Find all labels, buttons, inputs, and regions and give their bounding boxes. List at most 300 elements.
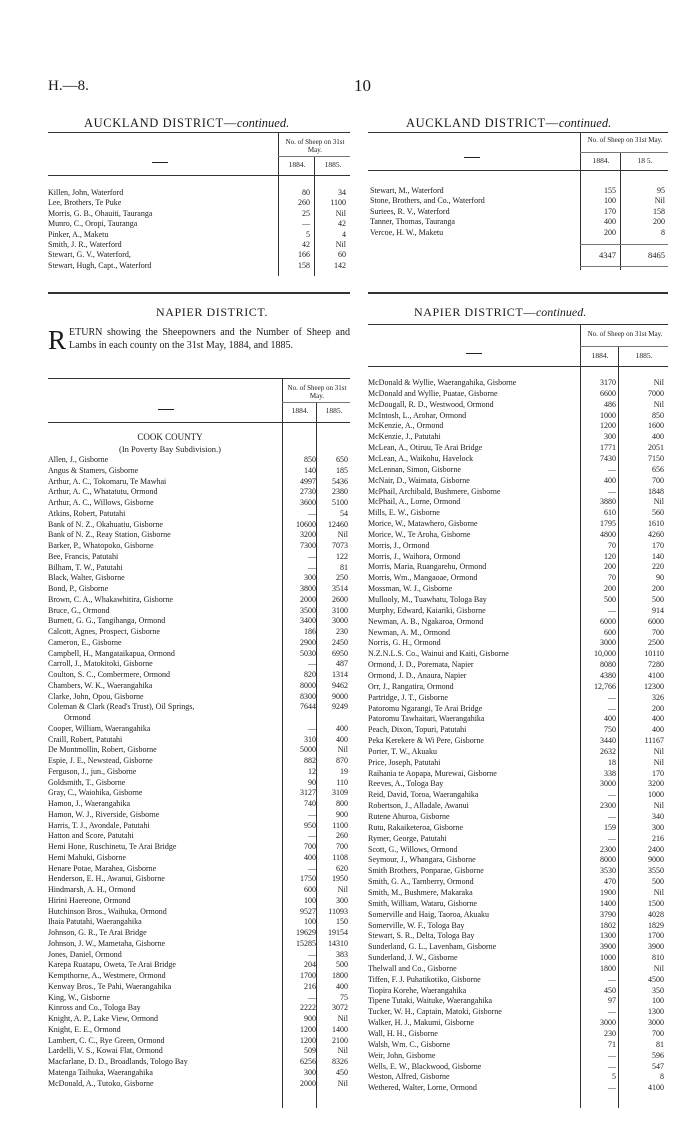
table-row (368, 1062, 668, 1073)
owner-name: Smith, G. A., Tarnberry, Ormond (368, 877, 474, 887)
sheep-1885: Nil (653, 746, 664, 756)
sheep-1884: 1771 (600, 443, 616, 453)
sheep-1885: 216 (652, 833, 664, 843)
owner-name: Ormond, J. D., Poremata, Napier (368, 660, 474, 670)
sheep-1884: 1802 (600, 920, 616, 930)
table-row (368, 649, 668, 660)
owner-name: Hemi Mahuki, Gisborne (48, 852, 126, 862)
owner-name: Somerville and Haig, Taoroa, Akuaku (368, 909, 490, 919)
sheep-1885: 4028 (648, 909, 664, 919)
sheep-1884: 90 (308, 777, 316, 787)
owner-name: Robertson, J., Alladale, Awanui (368, 801, 469, 811)
owner-name: Porter, T. W., Akuaku (368, 746, 437, 756)
table-row (48, 950, 350, 961)
sheep-1884: 450 (604, 985, 616, 995)
sheep-1884: 3400 (300, 616, 316, 626)
owner-name: Smith, William, Wataru, Gisborne (368, 898, 477, 908)
sheep-1885: Nil (337, 1014, 348, 1023)
sheep-1884: 5 (306, 229, 310, 239)
sheep-1885: 900 (336, 809, 348, 819)
sheep-1885: 4100 (648, 670, 664, 680)
owner-name: Smith, J. R., Waterford (48, 240, 122, 249)
owner-name: Mullooly, M., Tuawhatu, Tologa Bay (368, 595, 487, 604)
table-row (48, 520, 350, 531)
sheep-1884: 310 (304, 734, 316, 744)
table-row (368, 921, 668, 932)
table-row (368, 508, 668, 519)
owner-name: Weir, John, Gisborne (368, 1050, 436, 1060)
table-row (48, 638, 350, 649)
sheep-1884: — (308, 831, 316, 841)
table-row (368, 725, 668, 736)
table-row (368, 378, 668, 389)
table-row (48, 713, 350, 724)
sheep-1884: 470 (604, 877, 616, 887)
sheep-1885: 914 (652, 605, 664, 615)
sheep-1885: 110 (336, 777, 348, 787)
sheep-1885: Nil (337, 1046, 348, 1056)
table-row (48, 261, 350, 271)
owner-name: Bruce, G., Ormond (48, 605, 110, 615)
owner-name: Stone, Brothers, and Co., Waterford (370, 196, 485, 206)
sheep-1885: 487 (336, 659, 348, 669)
owner-name: Reid, David, Toroa, Waerangahika (368, 790, 479, 800)
sheep-1885: 8 (661, 227, 665, 237)
sheep-1884: 1795 (600, 519, 616, 529)
table-row (48, 960, 350, 971)
owner-name: Bee, Francis, Patutahi (48, 551, 119, 561)
napier-right-col-head: No. of Sheep on 31st May. (587, 330, 663, 338)
table-row (48, 885, 350, 896)
table-row (48, 455, 350, 466)
sheep-1884: — (608, 790, 616, 800)
sheep-1884: 600 (304, 885, 316, 894)
sheep-1885: Nil (337, 745, 348, 755)
sheep-1885: 14310 (328, 938, 348, 948)
sheep-1885: 19 (340, 766, 348, 776)
owner-name: Patoromu Tawhaitari, Waerangahika (368, 714, 485, 724)
owner-name: Price, Joseph, Patutahi (368, 757, 441, 767)
owner-name: Stewart, S. R., Delta, Tologa Bay (368, 931, 475, 941)
owner-name: Sunderland, J. W., Gisborne (368, 953, 458, 963)
sheep-1884: 19629 (296, 928, 316, 937)
owner-name: King, W., Gisborne (48, 992, 110, 1002)
owner-name: Harris, T. J., Avondale, Patutahi (48, 820, 150, 830)
table-row (368, 736, 668, 747)
sheep-1885: 326 (652, 692, 664, 702)
sheep-1884: — (608, 1083, 616, 1093)
sheep-1884: 1900 (600, 887, 616, 897)
table-row (368, 465, 668, 476)
owner-name: McDonald, A., Tutoko, Gisborne (48, 1078, 154, 1088)
sheep-1884: 170 (604, 206, 616, 216)
owner-name: Lee, Brothers, Te Puke (48, 198, 122, 208)
owner-name: Barker, P., Whatopoko, Gisborne (48, 541, 154, 550)
owner-name: Peach, Dixon, Topuri, Patutahi (368, 725, 467, 735)
table-row (368, 975, 668, 986)
table-row (48, 831, 350, 842)
owner-name: Smith Brothers, Ponparae, Gisborne (368, 866, 484, 876)
sheep-1885: 8 (660, 1072, 664, 1082)
sheep-1885: Nil (654, 196, 665, 206)
table-row (368, 454, 668, 465)
owner-name: Orr, J., Rangatira, Ormond (368, 681, 454, 691)
sheep-1885: 2600 (332, 594, 348, 604)
owner-name: Morris, G. B., Ohauiti, Tauranga (48, 208, 153, 218)
owner-name: Coleman & Clark (Read's Trust), Oil Springs, (48, 702, 195, 712)
sheep-1884: 80 (302, 188, 310, 197)
sheep-1885: 700 (652, 627, 664, 637)
sheep-1885: 122 (336, 551, 348, 561)
sheep-1884: 486 (604, 399, 616, 409)
owner-name: Morris, J., Ormond (368, 540, 430, 550)
sheep-1885: 1108 (332, 852, 348, 862)
table-row (48, 993, 350, 1004)
sheep-1885: 500 (336, 960, 348, 970)
sheep-1884: 15285 (296, 938, 316, 948)
owner-name: N.Z.N.L.S. Co., Wainui and Kaiti, Gisborne (368, 649, 509, 659)
sheep-1885: 11093 (328, 906, 348, 916)
sheep-1884: 10,000 (594, 649, 616, 659)
owner-name: McKenzie, J., Patutahi (368, 432, 441, 442)
sheep-1884: 100 (304, 895, 316, 905)
napier-left-title: NAPIER DISTRICT. (156, 305, 269, 319)
table-row (48, 1046, 350, 1057)
owner-name: Partridge, J. T., Gisborne (368, 692, 448, 702)
sheep-1885: Nil (653, 887, 664, 897)
sheep-1884: 7430 (600, 453, 616, 463)
owner-name: Weston, Alfred, Gisborne (368, 1072, 450, 1082)
owner-name: McPhail, Archibald, Bushmere, Gisborne (368, 486, 501, 496)
table-row (368, 986, 668, 997)
sheep-1885: 3109 (332, 788, 348, 798)
sheep-1885: 7073 (332, 541, 348, 550)
sheep-1885: 220 (652, 562, 664, 572)
table-row (368, 497, 668, 508)
table-row (48, 1036, 350, 1047)
owner-name: Henderson, E. H., Awanui, Gisborne (48, 874, 165, 884)
sheep-1884: 71 (608, 1039, 616, 1049)
sheep-1884: 200 (604, 562, 616, 572)
table-row (368, 1040, 668, 1051)
owner-name: Bilham, T. W., Patutahi (48, 562, 123, 572)
sheep-1885: 100 (652, 996, 664, 1006)
owner-name: Hutchinson Bros., Waihuka, Ormond (48, 906, 167, 916)
owner-name: Rymer, George, Patutahi (368, 833, 447, 843)
table-row (368, 606, 668, 617)
table-row (48, 681, 350, 692)
sheep-1884: 3500 (300, 605, 316, 615)
sheep-1884: 3200 (300, 530, 316, 540)
sheep-1885: Nil (653, 963, 664, 973)
table-row (48, 595, 350, 606)
sheep-1884: 2730 (300, 487, 316, 497)
sheep-1885: Nil (337, 530, 348, 540)
owner-name: Clarke, John, Opou, Gisborne (48, 691, 144, 701)
table-row (48, 541, 350, 552)
sheep-1885: 1500 (648, 898, 664, 908)
sheep-1885: 400 (336, 723, 348, 733)
owner-name: Tipene Tutaki, Waituke, Waerangahika (368, 996, 493, 1006)
table-row (48, 842, 350, 853)
owner-name: Ferguson, J., jun., Gisborne (48, 766, 137, 776)
sheep-1885: 300 (336, 895, 348, 905)
sheep-1884: 6600 (600, 388, 616, 398)
sheep-1884: 500 (604, 595, 616, 604)
sheep-1885: Nil (337, 885, 348, 894)
sheep-1884: 3000 (600, 638, 616, 648)
sheep-1884: 1000 (600, 953, 616, 963)
sheep-1884: 2632 (600, 746, 616, 756)
sheep-1885: 400 (652, 725, 664, 735)
sheep-1884: 1200 (300, 1024, 316, 1034)
sheep-1884: 186 (304, 627, 316, 636)
owner-name: Morris, J., Waihora, Ormond (368, 551, 461, 561)
owner-name: Hindmarsh, A. H., Ormond (48, 885, 136, 894)
sheep-1885: 60 (338, 250, 346, 260)
napier-left-col-head: No. of Sheep on 31st May. (287, 384, 347, 400)
owner-name: Kempthorne, A., Westmere, Ormond (48, 971, 166, 980)
sheep-1885: 1000 (648, 790, 664, 800)
owner-name: Hatton and Score, Patutahi (48, 831, 134, 841)
sheep-1885: 400 (336, 981, 348, 991)
owner-name: Stewart, Hugh, Capt., Waterford (48, 260, 152, 270)
auckland-right-title: AUCKLAND DISTRICT—continued. (406, 116, 612, 130)
table-row (368, 519, 668, 530)
sheep-1884: 400 (304, 852, 316, 862)
sheep-1884: 2900 (300, 637, 316, 647)
table-row (368, 1007, 668, 1018)
sheep-1885: 3550 (648, 866, 664, 876)
owner-name: Johnson, J. W., Mametaha, Gisborne (48, 938, 166, 948)
table-row (48, 250, 350, 260)
sheep-1884: 3880 (600, 497, 616, 507)
sheep-1885: 34 (338, 188, 346, 197)
owner-name: Newman, A. B., Ngakaroa, Ormond (368, 616, 484, 626)
napier-right-title: NAPIER DISTRICT—continued. (414, 305, 587, 319)
sheep-1884: 159 (604, 822, 616, 832)
sheep-1885: 700 (652, 1029, 664, 1038)
sheep-1885: 12460 (328, 519, 348, 529)
sheep-1884: 1400 (600, 898, 616, 908)
auckland-right-total-1885: 8465 (648, 250, 665, 260)
table-row (48, 702, 350, 713)
table-row (368, 389, 668, 400)
table-row (368, 899, 668, 910)
sheep-1885: 200 (653, 217, 665, 227)
sheep-1884: 3000 (600, 779, 616, 789)
table-row (48, 230, 350, 240)
sheep-1885: 158 (653, 206, 665, 216)
sheep-1885: 10110 (644, 649, 664, 659)
sheep-1884: 509 (304, 1046, 316, 1056)
sheep-1884: — (608, 1050, 616, 1060)
table-row (48, 1079, 350, 1090)
table-row (368, 628, 668, 639)
sheep-1884: 18 (608, 757, 616, 767)
napier-right-year-1884: 1884. (591, 351, 609, 360)
table-row (368, 834, 668, 845)
owner-name: McLennan, Simon, Gisborne (368, 464, 461, 474)
sheep-1885: 1700 (648, 931, 664, 941)
sheep-1884: 158 (298, 260, 310, 270)
owner-name: Surtees, R. V., Waterford (370, 206, 450, 216)
sheep-1885: 560 (652, 508, 664, 518)
owner-name: Arthur, A. C., Tokomaru, Te Mawhai (48, 476, 167, 486)
owner-name: McDonald and Wyllie, Puatae, Gisborne (368, 388, 498, 398)
owner-name: Ihaia Patutahi, Waerangahika (48, 917, 142, 927)
sheep-1884: 166 (298, 250, 310, 260)
sheep-1885: Nil (653, 497, 664, 507)
owner-name: Calcott, Agnes, Prospect, Gisborne (48, 627, 160, 636)
sheep-1885: 2380 (332, 487, 348, 497)
table-row (48, 767, 350, 778)
sheep-1885: 9249 (332, 702, 348, 712)
sheep-1884: — (308, 723, 316, 733)
sheep-1885: 12300 (644, 681, 664, 691)
subdivision-heading: (In Poverty Bay Subdivision.) (119, 444, 221, 454)
table-row (370, 186, 668, 196)
owner-name: Scott, G., Willows, Ormond (368, 844, 458, 854)
sheep-1885: 300 (652, 822, 664, 832)
sheep-1885: Nil (653, 801, 664, 811)
sheep-1885: 1100 (330, 198, 346, 208)
owner-name: Somerville, W. F., Tologa Bay (368, 920, 465, 930)
sheep-1884: 1800 (600, 963, 616, 973)
sheep-1884: 10600 (296, 519, 316, 529)
owner-name: Arthur, A. C., Willows, Gisborne (48, 498, 154, 507)
sheep-1884: 1200 (300, 1035, 316, 1045)
sheep-1884: — (608, 486, 616, 496)
table-row (48, 788, 350, 799)
sheep-1884: 200 (604, 584, 616, 594)
sheep-1885: 870 (336, 756, 348, 765)
sheep-1884: — (608, 464, 616, 474)
sheep-1885: 8326 (332, 1057, 348, 1066)
sheep-1885: 1800 (332, 971, 348, 980)
table-row (368, 411, 668, 422)
auckland-left-title: AUCKLAND DISTRICT—continued. (84, 116, 290, 130)
table-row (48, 735, 350, 746)
owner-name: Walker, H. J., Makumi, Gisborne (368, 1018, 474, 1028)
sheep-1885: 250 (336, 573, 348, 583)
sheep-1885: 547 (652, 1061, 664, 1071)
table-row (368, 671, 668, 682)
napier-intro: RETURN showing the Sheepowners and the Number of Sheep and Lambs in each county on the 31st May, 1884, and 1885. (48, 325, 350, 355)
sheep-1884: 3440 (600, 736, 616, 746)
owner-name: Smith, M., Bushmere, Makaraka (368, 887, 473, 897)
sheep-1885: 596 (652, 1050, 664, 1060)
table-row (48, 778, 350, 789)
table-row (368, 747, 668, 758)
sheep-1885: 1400 (332, 1024, 348, 1034)
owner-name: McIntosh, L., Arohar, Ormond (368, 410, 467, 420)
table-row (368, 942, 668, 953)
sheep-1885: 350 (652, 985, 664, 995)
table-row (48, 509, 350, 520)
table-row (48, 917, 350, 928)
sheep-1885: 3000 (648, 1018, 664, 1028)
owner-name: Henare Potae, Marahea, Gisborne (48, 863, 157, 873)
table-row (48, 756, 350, 767)
sheep-1884: 400 (604, 714, 616, 724)
table-row (368, 573, 668, 584)
table-row (368, 964, 668, 975)
table-row (368, 877, 668, 888)
table-row (48, 907, 350, 918)
sheep-1885: 4260 (648, 529, 664, 539)
document-reference: H.—8. (48, 78, 89, 94)
table-row (368, 866, 668, 877)
owner-name: Seymour, J., Whangara, Gisborne (368, 855, 476, 865)
table-row (48, 1003, 350, 1014)
sheep-1884: 7644 (300, 702, 316, 712)
owner-name: Stewart, G. V., Waterford, (48, 250, 131, 260)
owner-name: Peka Kerekere & Wi Pere, Gisborne (368, 736, 484, 746)
sheep-1884: 400 (604, 217, 616, 227)
sheep-1885: 400 (652, 432, 664, 442)
table-row (48, 864, 350, 875)
owner-name: De Montmollin, Robert, Gisborne (48, 745, 157, 755)
sheep-1884: 1200 (600, 421, 616, 431)
sheep-1884: 3800 (300, 584, 316, 593)
table-row (368, 693, 668, 704)
sheep-1885: 383 (336, 949, 348, 959)
table-row (48, 477, 350, 488)
sheep-1884: 900 (304, 1014, 316, 1023)
table-row (48, 745, 350, 756)
sheep-1884: 12,766 (594, 681, 616, 691)
owner-name: Hamon, W. J., Riverside, Gisborne (48, 809, 160, 819)
table-row (48, 810, 350, 821)
owner-name: Mills, E. W., Gisborne (368, 508, 440, 518)
sheep-1885: Nil (653, 399, 664, 409)
sheep-1885: 650 (336, 455, 348, 464)
owner-name: Morris, Wm., Mangaoae, Ormond (368, 573, 478, 583)
sheep-1885: 2100 (332, 1035, 348, 1045)
sheep-1884: 700 (304, 842, 316, 851)
table-row (368, 931, 668, 942)
sheep-1884: — (308, 551, 316, 561)
table-row (370, 207, 668, 217)
sheep-1884: 750 (604, 725, 616, 735)
sheep-1885: 2051 (648, 443, 664, 453)
sheep-1884: 850 (304, 455, 316, 464)
table-row (368, 421, 668, 432)
sheep-1884: 155 (604, 186, 616, 195)
sheep-1885: 7280 (648, 660, 664, 670)
table-row (368, 682, 668, 693)
table-row (48, 659, 350, 670)
sheep-1884: 12 (308, 766, 316, 776)
sheep-1884: — (308, 659, 316, 669)
owner-name: Burnett, G. G., Tangihanga, Ormond (48, 616, 166, 626)
sheep-1885: 230 (336, 627, 348, 636)
sheep-1885: 3900 (648, 942, 664, 952)
sheep-1884: 4380 (600, 670, 616, 680)
owner-name: McLean, A., Otiruu, Te Arai Bridge (368, 443, 483, 453)
sheep-1885: 54 (340, 508, 348, 518)
owner-name: McLean, A., Waikohu, Havelock (368, 453, 474, 463)
owner-name: Angus & Stamers, Gisborne (48, 465, 139, 475)
owner-name: Knight, E. E., Ormond (48, 1024, 121, 1034)
sheep-1884: 5000 (300, 745, 316, 755)
owner-name: Espie, J. E., Newstead, Gisborne (48, 756, 153, 765)
table-row (370, 196, 668, 206)
owner-name: Campbell, H., Mangataikapua, Ormond (48, 648, 175, 658)
sheep-1884: 97 (608, 996, 616, 1006)
sheep-1884: — (608, 812, 616, 821)
